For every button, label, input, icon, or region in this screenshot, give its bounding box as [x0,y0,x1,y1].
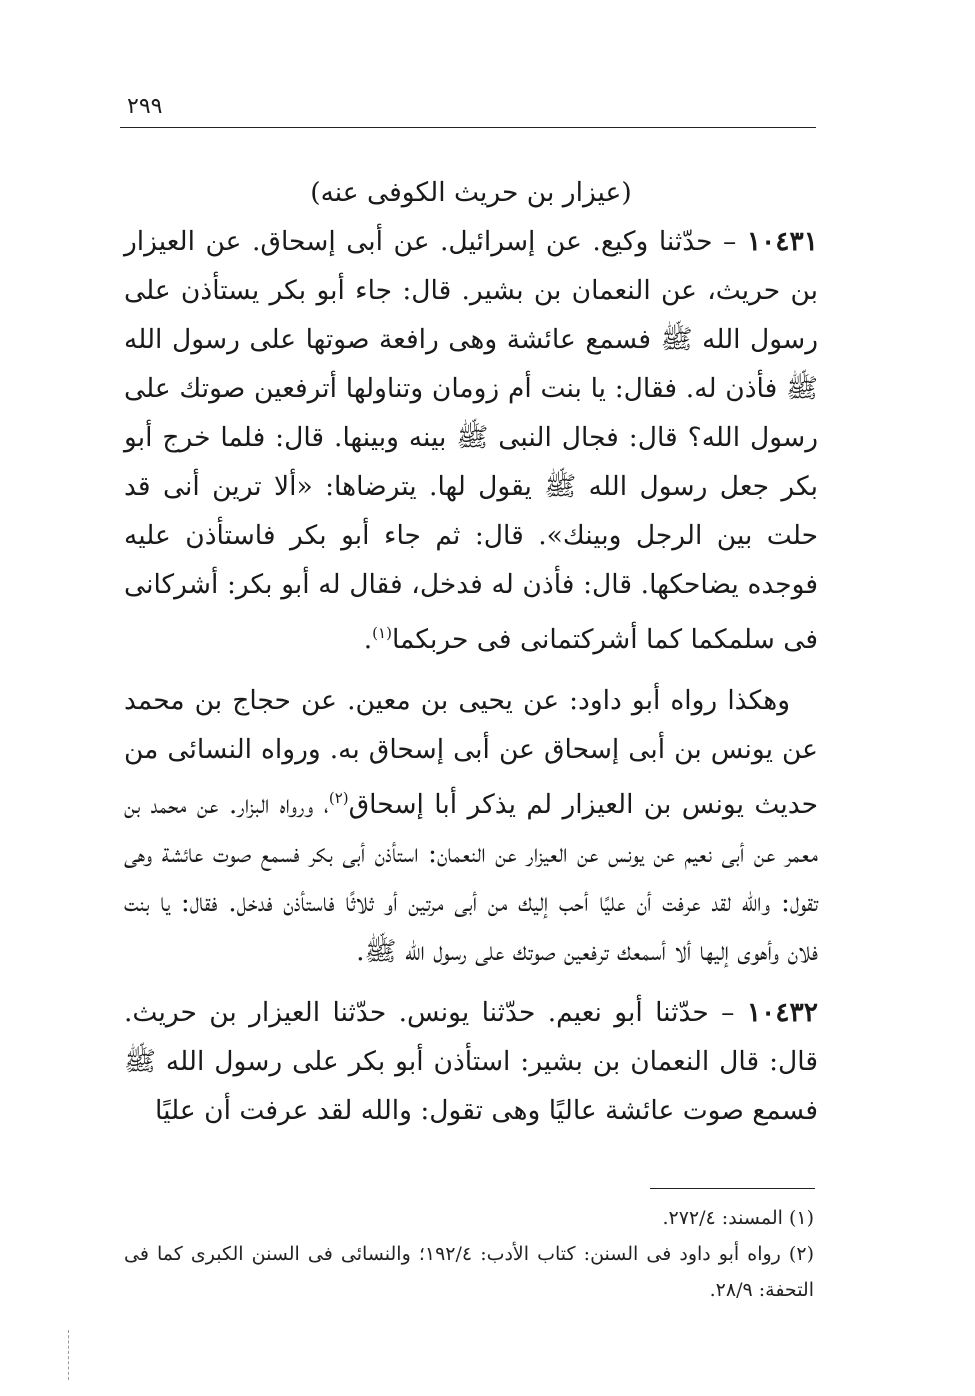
commentary-text-2: ، ورواه البزار. عن محمد بن معمر عن أبى نعيم عن يونس عن العيزار عن النعمان: استأذن أبى بكر فسمع صوت عائشة وهى تقول: والله لقد عرفت أن عليًا أحب إليك من أبى مرتين أو ثلاثًا فاستأذن فدخل. فقال: يا بنت فلان وأهوى إليها ألا أسمعك ترفعين صوتك على رسول الله ﷺ. [124,788,818,967]
header-rule [120,127,816,128]
hadith-10432 [124,988,818,1135]
footnote-2: (٢) رواه أبو داود فى السنن: كتاب الأدب: ١٩٢/٤؛ والنسائى فى السنن الكبرى كما فى التحفة: ٢٨/٩. [124,1243,814,1301]
footnote-rule [650,1188,815,1189]
page-number: ٢٩٩ [127,94,163,119]
margin-mark [68,1330,69,1380]
hadith-number: ١٠٤٣٢ [746,996,818,1028]
footnote-1: (١) المسند: ٢٧٢/٤. [662,1207,814,1229]
hadith-number: ١٠٤٣١ [746,226,818,257]
main-text [124,168,818,1135]
footnote-ref[interactable]: (٢) [328,788,349,807]
commentary-paragraph [124,676,818,976]
hadith-end: . [363,623,373,655]
section-heading: (عيزار بن حريث الكوفى عنه) [310,177,632,208]
hadith-text: – حدّثنا وكيع. عن إسرائيل. عن أبى إسحاق. عن العيزار بن حريث، عن النعمان بن بشير. قال: جاء أبو بكر يستأذن على رسول الله ﷺ فسمع عائشة وهى رافعة صوتها على رسول الله ﷺ فأذن له. فقال: يا بنت أم زومان وتناولها أترفعين صوتك على رسول الله؟ قال: فجال النبى ﷺ بينه وبينها. قال: فلما خرج أبو بكر جعل رسول الله ﷺ يقول لها. يترضاها: «ألا ترين أنى قد حلت بين الرجل وبينك». قال: ثم جاء أبو بكر فاستأذن عليه فوجده يضاحكها. قال: فأذن له فدخل، فقال له أبو بكر: أشركانى فى سلمكما كما أشركتمانى فى حربكما [124,226,818,655]
hadith-10431 [124,217,818,664]
footnotes [124,1200,814,1308]
commentary-text-1: وهكذا رواه أبو داود: عن يحيى بن معين. عن حجاج بن محمد عن يونس بن أبى إسحاق عن أبى إسحاق به. ورواه النسائى من حديث يونس بن العيزار لم يذكر أبا إسحاق [124,684,819,820]
hadith-text: – حدّثنا أبو نعيم. حدّثنا يونس. حدّثنا العيزار بن حريث. قال: قال النعمان بن بشير: استأذن أبو بكر على رسول الله ﷺ فسمع صوت عائشة عاليًا وهى تقول: والله لقد عرفت أن عليًا [124,996,818,1126]
footnote-ref[interactable]: (١) [372,624,392,642]
